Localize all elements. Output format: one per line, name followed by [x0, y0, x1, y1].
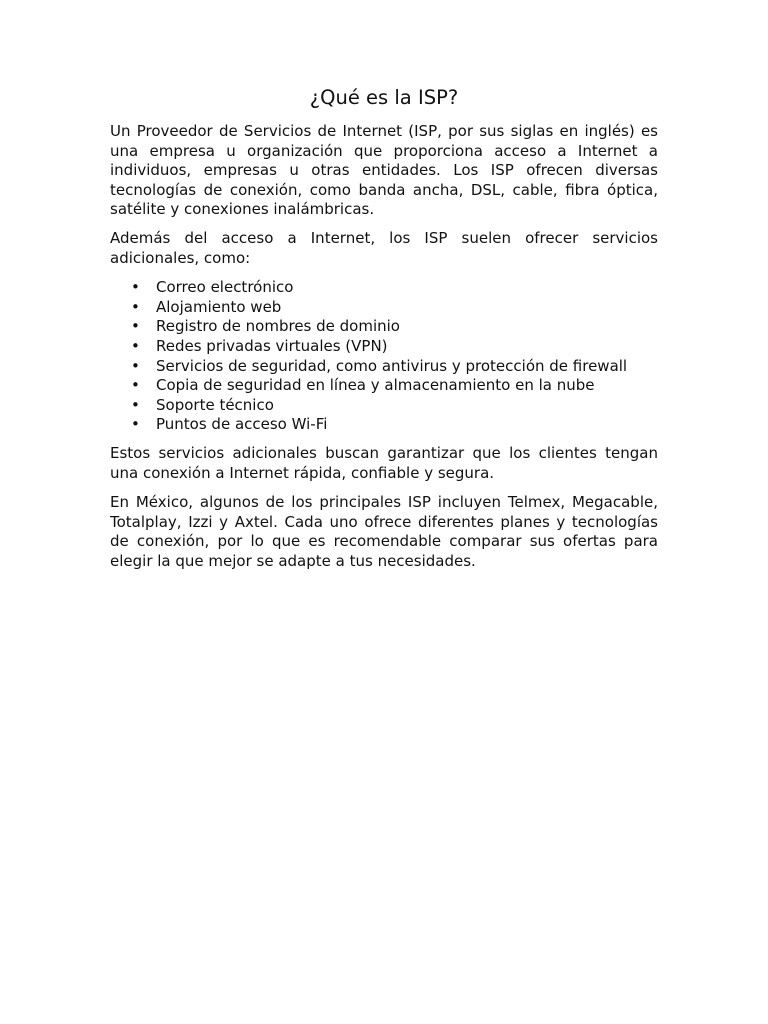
- list-item-text: Correo electrónico: [156, 278, 294, 297]
- list-item-text: Copia de seguridad en línea y almacenamiento en la nube: [156, 376, 595, 395]
- document-title: ¿Qué es la ISP?: [309, 86, 459, 109]
- list-item: [110, 298, 658, 318]
- paragraph-services-intro: Además del acceso a Internet, los ISP suelen ofrecer servicios adicionales, como:: [110, 229, 658, 268]
- bullet-icon: •: [131, 415, 140, 434]
- list-item-text: Servicios de seguridad, como antivirus y protección de firewall: [156, 356, 628, 375]
- list-item-text: Soporte técnico: [156, 395, 274, 414]
- paragraph-goal: Estos servicios adicionales buscan garantizar que los clientes tengan una conexión a Internet rápida, confiable y segura.: [110, 444, 658, 482]
- services-list: [110, 278, 658, 435]
- paragraph-intro: Un Proveedor de Servicios de Internet (ISP, por sus siglas en inglés) es una empresa u organización que proporciona acceso a Internet a individuos, empresas u otras entidades. Los ISP ofrecen diversas tecnologías de conexión, como banda ancha, DSL, cable, fibra óptica, satélite y conexiones inalámbricas.: [110, 122, 658, 219]
- list-item: [110, 337, 658, 357]
- list-item-text: Redes privadas virtuales (VPN): [156, 336, 388, 355]
- bullet-icon: •: [131, 356, 140, 375]
- list-item: [110, 415, 658, 435]
- paragraph-mexico: En México, algunos de los principales ISP incluyen Telmex, Megacable, Totalplay, Izzi y Axtel. Cada uno ofrece diferentes planes y tecnologías de conexión, por lo que es recomendable comparar sus ofertas para elegir la que mejor se adapte a tus necesidades.: [110, 493, 658, 570]
- list-item: [110, 317, 658, 337]
- list-item-text: Alojamiento web: [156, 297, 282, 316]
- list-item: [110, 278, 658, 298]
- bullet-icon: •: [131, 317, 140, 336]
- bullet-icon: •: [131, 278, 140, 297]
- bullet-icon: •: [131, 376, 140, 395]
- list-item: [110, 357, 658, 377]
- list-item: [110, 376, 658, 396]
- bullet-icon: •: [131, 395, 140, 414]
- bullet-icon: •: [131, 297, 140, 316]
- bullet-icon: •: [131, 336, 140, 355]
- list-item: [110, 396, 658, 416]
- list-item-text: Registro de nombres de dominio: [156, 317, 400, 336]
- document-page: [110, 84, 658, 581]
- list-item-text: Puntos de acceso Wi-Fi: [156, 415, 328, 434]
